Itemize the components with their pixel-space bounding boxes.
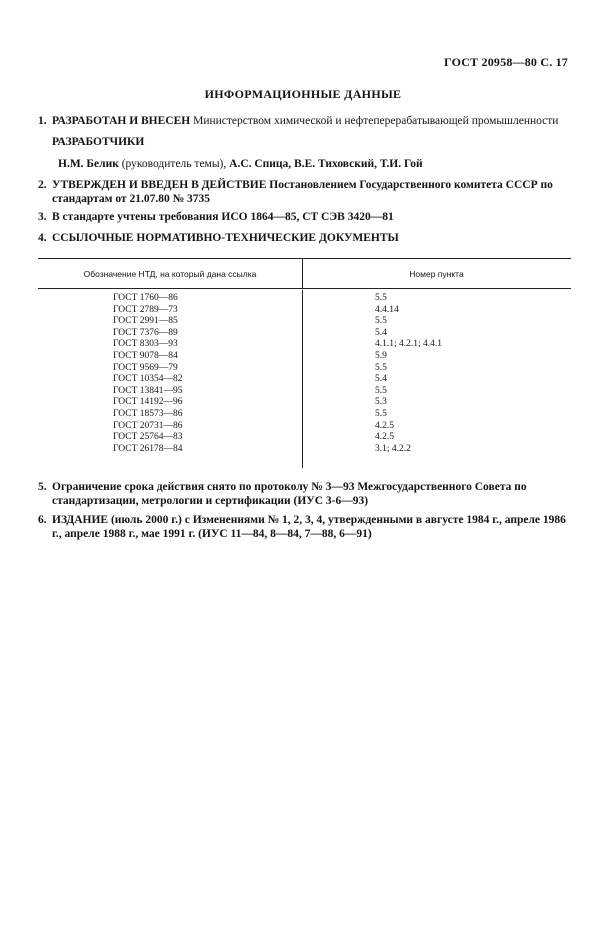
- table-header-clause: Номер пункта: [409, 269, 464, 279]
- ntd-designation: ГОСТ 13841—95: [113, 385, 183, 396]
- clause-number: 5.3: [375, 397, 387, 408]
- section-6-number: 6.: [38, 514, 47, 526]
- ntd-designation: ГОСТ 9569—79: [113, 362, 178, 373]
- ntd-designation: ГОСТ 2789—73: [113, 304, 178, 315]
- table-row: [38, 444, 571, 456]
- ntd-designation: ГОСТ 2991—85: [113, 316, 178, 327]
- section-1-text: Министерством химической и нефтеперерабатывающей промышленности: [190, 115, 559, 127]
- section-3-text: В стандарте учтены требования ИСО 1864—85, СТ СЭВ 3420—81: [52, 211, 394, 223]
- section-6: [38, 513, 572, 541]
- table-row: [38, 432, 571, 444]
- section-2-body: [52, 178, 572, 206]
- clause-number: 5.9: [375, 350, 387, 361]
- clause-number: 4.2.5: [375, 432, 394, 443]
- clause-number: 5.4: [375, 374, 387, 385]
- table-row: [38, 351, 571, 363]
- section-3-number: 3.: [38, 211, 47, 223]
- table-row: [38, 328, 571, 340]
- section-5-text: Ограничение срока действия снято по протоколу № 3—93 Межгосударственного Совета по стандартизации, метрологии и сертификации (ИУС 3-6—93): [52, 481, 527, 507]
- ntd-designation: ГОСТ 14192—96: [113, 397, 183, 408]
- section-2-bold: УТВЕРЖДЕН И ВВЕДЕН В ДЕЙСТВИЕ: [52, 179, 267, 191]
- section-1-bold: РАЗРАБОТАН И ВНЕСЕН: [52, 115, 191, 127]
- table-row: [38, 305, 571, 317]
- co-authors: А.С. Спица, В.Е. Тиховский, Т.И. Гой: [229, 158, 423, 170]
- table-rows: [38, 293, 571, 455]
- section-2-text: Постановлением Государственного комитета СССР по стандартам от 21.07.80 № 3735: [52, 179, 553, 205]
- section-1-body: [52, 114, 572, 128]
- page-title: ИНФОРМАЦИОННЫЕ ДАННЫЕ: [204, 87, 402, 101]
- section-6-text: ИЗДАНИЕ (июль 2000 г.) с Изменениями № 1, 2, 3, 4, утвержденными в августе 1984 г., апреле 1986 г., апреле 1988 г., мае 1991 г. (ИУС 11—84, 8—84, 7—88, 6—91): [52, 514, 566, 540]
- ntd-designation: ГОСТ 25764—83: [113, 432, 183, 443]
- section-4-number: 4.: [38, 232, 47, 244]
- page-header: ГОСТ 20958—80 С. 17: [444, 55, 568, 69]
- clause-number: 5.4: [375, 327, 387, 338]
- lead-author: Н.М. Белик: [58, 158, 119, 170]
- clause-number: 5.5: [375, 316, 387, 327]
- ntd-designation: ГОСТ 1760—86: [113, 293, 178, 303]
- clause-number: 5.5: [375, 293, 387, 303]
- table-header-ntd: Обозначение НТД, на который дана ссылка: [83, 269, 257, 279]
- ntd-designation: ГОСТ 20731—86: [113, 420, 183, 431]
- table-header: [38, 259, 571, 289]
- section-4: [38, 231, 572, 245]
- section-5: [38, 480, 572, 508]
- table-row: [38, 421, 571, 433]
- table-row: [38, 316, 571, 328]
- table-row: [38, 293, 571, 305]
- clause-number: 4.2.5: [375, 420, 394, 431]
- section-5-number: 5.: [38, 481, 47, 493]
- ntd-designation: ГОСТ 10354—82: [113, 374, 183, 385]
- table-row: [38, 339, 571, 351]
- developers-list: [58, 157, 423, 171]
- ntd-designation: ГОСТ 7376—89: [113, 327, 178, 338]
- clause-number: 4.1.1; 4.2.1; 4.4.1: [375, 339, 443, 350]
- reference-table: [38, 290, 571, 468]
- section-2-number: 2.: [38, 179, 47, 191]
- table-row: [38, 409, 571, 421]
- clause-number: 5.5: [375, 362, 387, 373]
- table-row: [38, 386, 571, 398]
- ntd-designation: ГОСТ 26178—84: [113, 443, 183, 454]
- lead-author-note: (руководитель темы),: [118, 158, 230, 170]
- ntd-designation: ГОСТ 8303—93: [113, 339, 178, 350]
- section-1-number: 1.: [38, 115, 47, 127]
- section-2: [38, 178, 572, 206]
- table-row: [38, 374, 571, 386]
- table-row: [38, 363, 571, 375]
- section-4-text: ССЫЛОЧНЫЕ НОРМАТИВНО-ТЕХНИЧЕСКИЕ ДОКУМЕНТЫ: [52, 232, 399, 244]
- table-row: [38, 397, 571, 409]
- ntd-designation: ГОСТ 9078—84: [113, 350, 178, 361]
- clause-number: 5.5: [375, 385, 387, 396]
- section-3: [38, 210, 572, 224]
- developers-heading: РАЗРАБОТЧИКИ: [52, 136, 145, 148]
- section-1: [38, 114, 572, 148]
- ntd-designation: ГОСТ 18573—86: [113, 408, 183, 419]
- clause-number: 3.1; 4.2.2: [375, 443, 411, 454]
- clause-number: 4.4.14: [375, 304, 399, 315]
- clause-number: 5.5: [375, 408, 387, 419]
